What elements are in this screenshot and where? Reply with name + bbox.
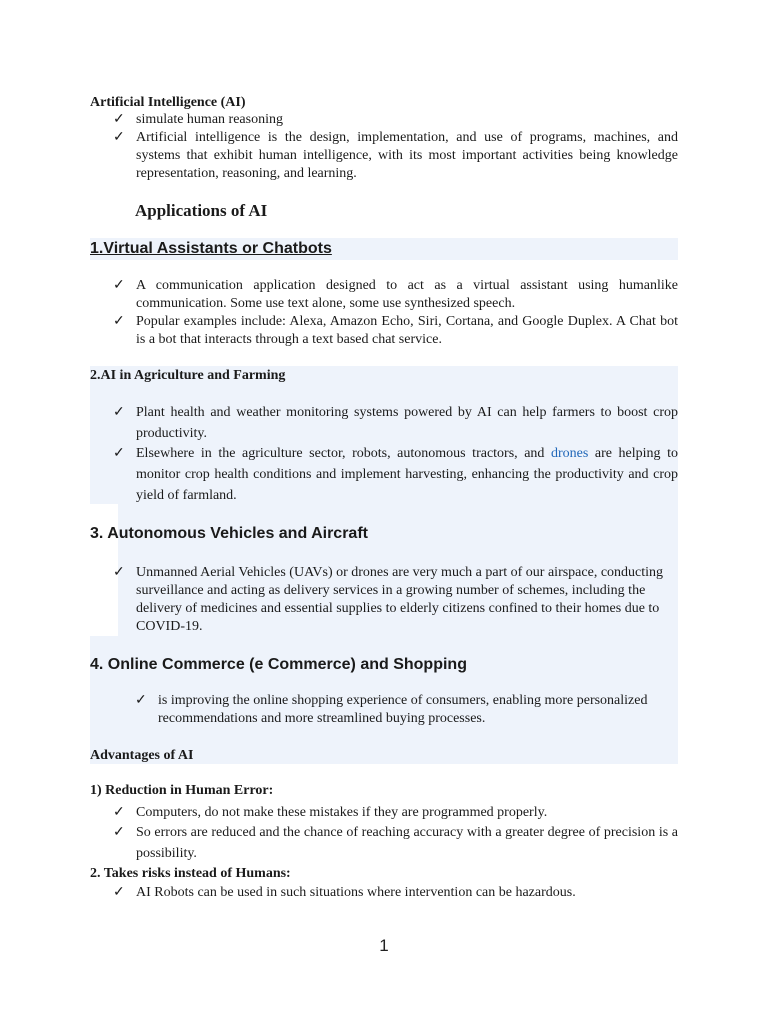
checkmark-icon: ✓ <box>135 693 147 708</box>
checkmark-icon: ✓ <box>113 130 125 145</box>
advantage-heading-1: 1) Reduction in Human Error: <box>90 783 274 798</box>
ai-heading: Artificial Intelligence (AI) <box>90 95 246 110</box>
drones-link[interactable]: drones <box>551 446 589 461</box>
checkmark-icon: ✓ <box>113 405 125 420</box>
advantage-heading-2: 2. Takes risks instead of Humans: <box>90 866 291 881</box>
checkmark-icon: ✓ <box>113 565 125 580</box>
page-number: 1 <box>379 936 389 955</box>
checkmark-icon: ✓ <box>113 314 125 329</box>
section-heading-s1: 1.Virtual Assistants or Chatbots <box>90 240 332 257</box>
section-heading-s2: 2.AI in Agriculture and Farming <box>90 368 286 383</box>
checkmark-icon: ✓ <box>113 825 125 840</box>
checkmark-icon: ✓ <box>113 805 125 820</box>
checkmark-icon: ✓ <box>113 278 125 293</box>
advantages-heading: Advantages of AI <box>90 748 194 763</box>
section-heading-s3: 3. Autonomous Vehicles and Aircraft <box>90 525 368 542</box>
checkmark-icon: ✓ <box>113 112 125 127</box>
applications-heading: Applications of AI <box>135 201 268 220</box>
section-heading-s4: 4. Online Commerce (e Commerce) and Shopping <box>90 656 467 673</box>
checkmark-icon: ✓ <box>113 446 125 461</box>
checkmark-icon: ✓ <box>113 885 125 900</box>
